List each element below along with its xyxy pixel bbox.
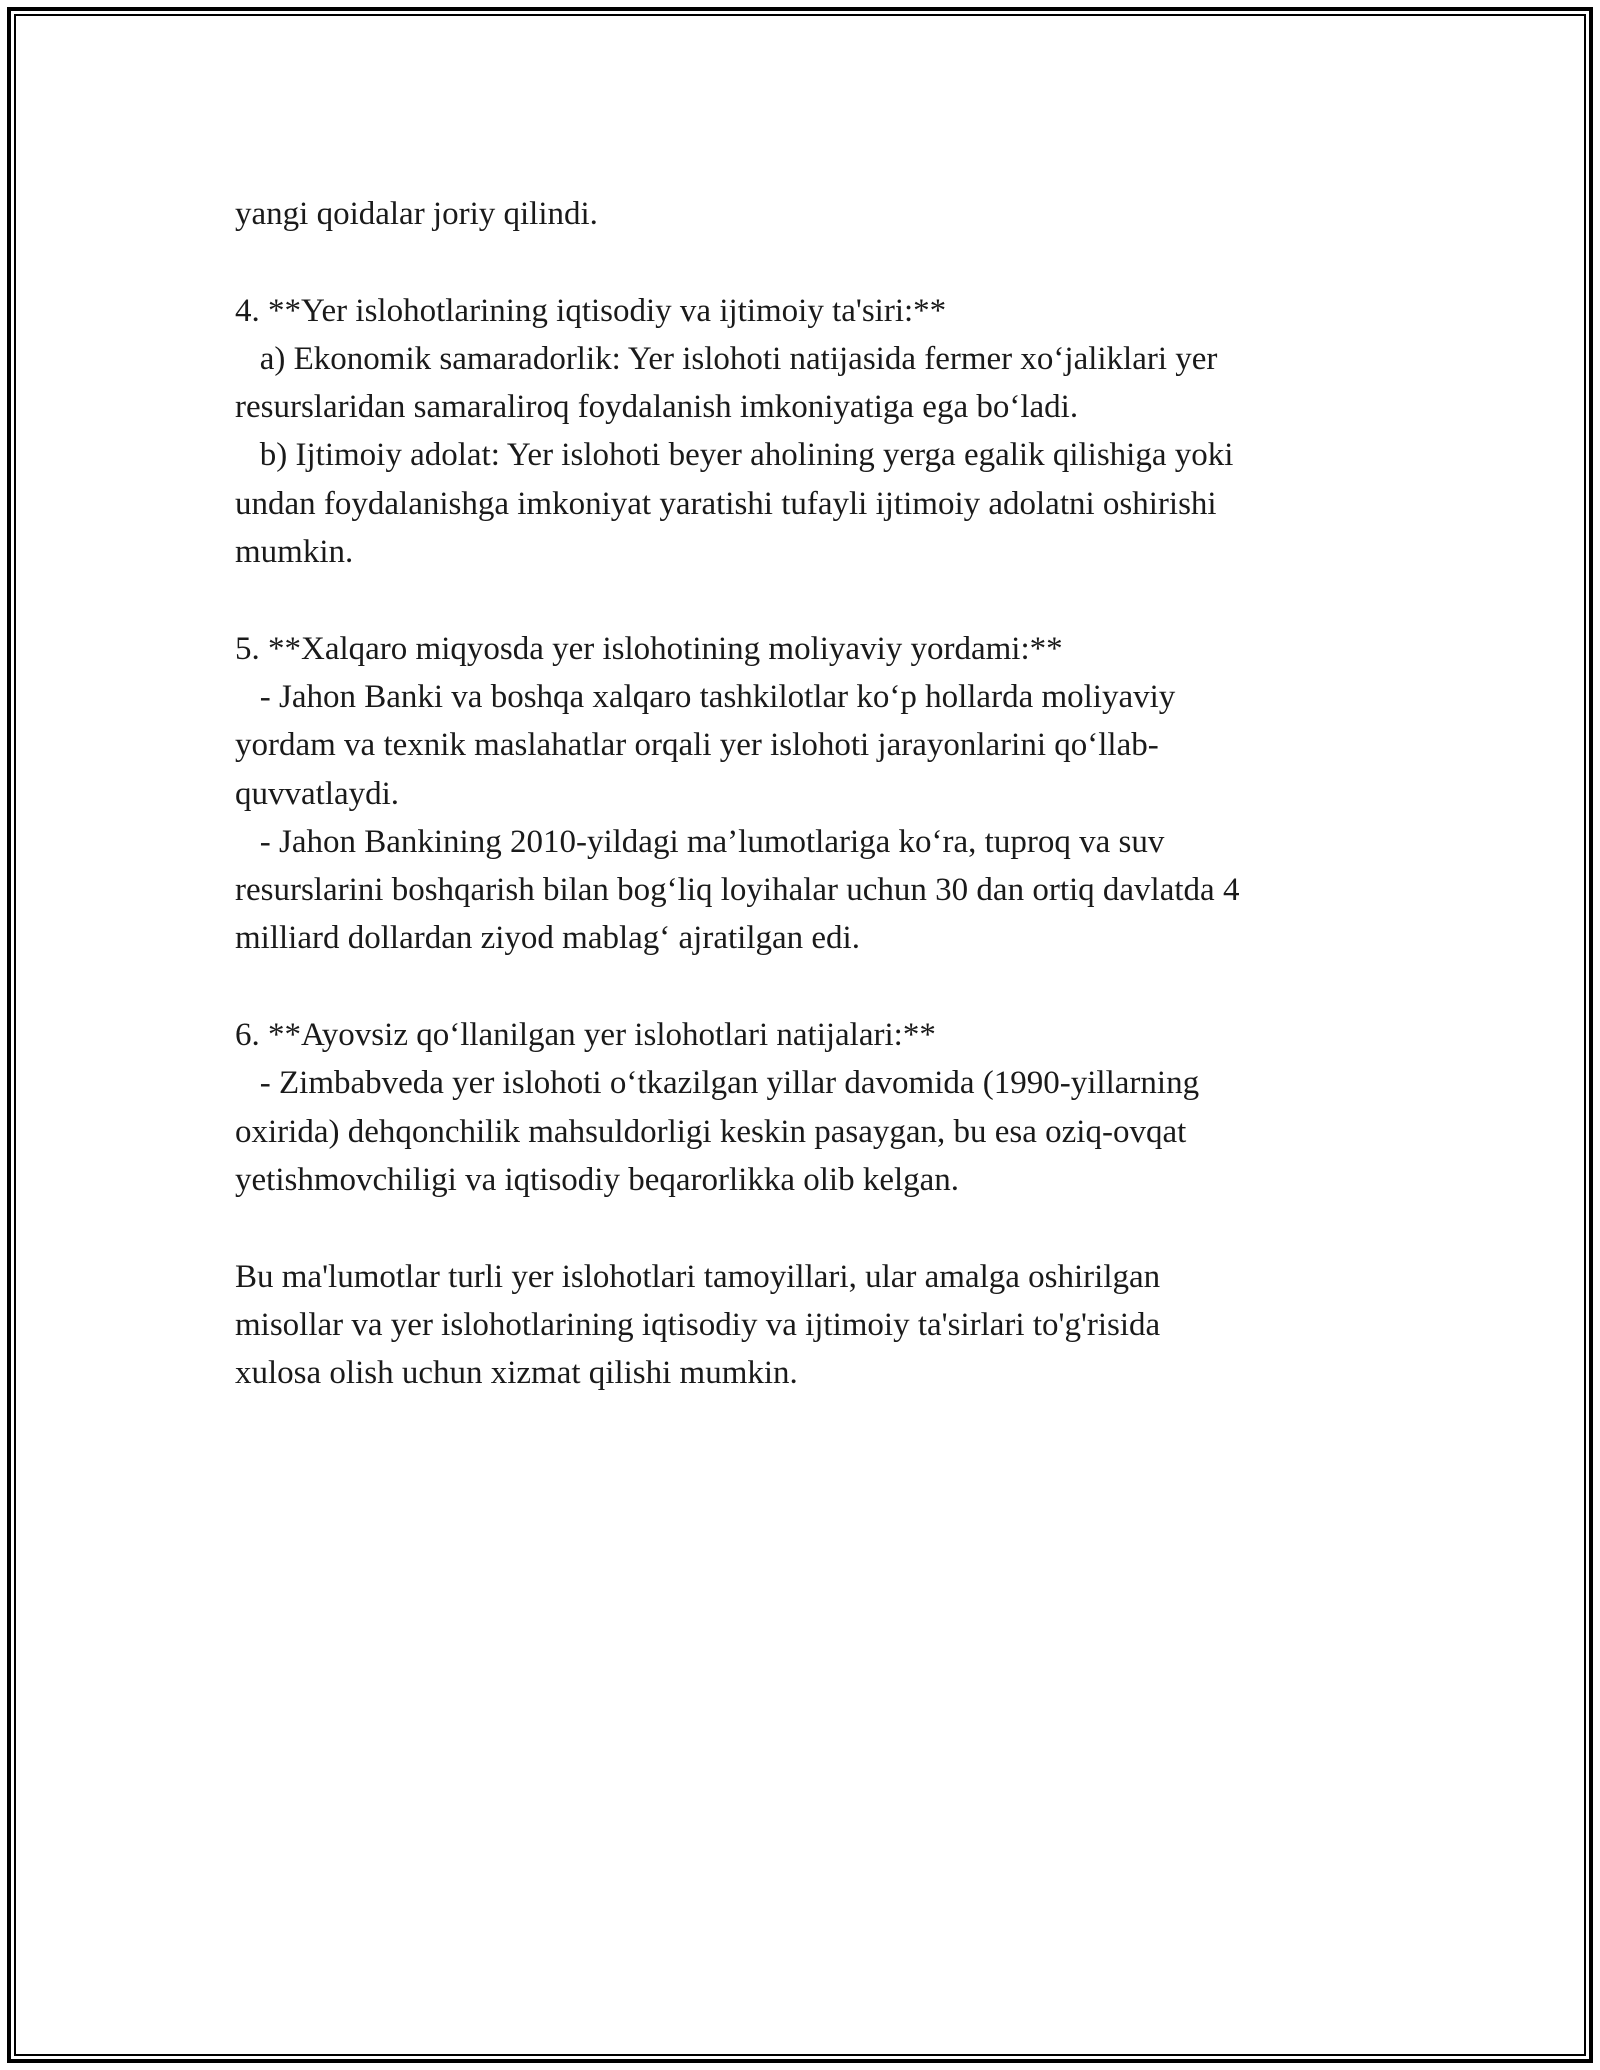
conclusion-line: xulosa olish uchun xizmat qilishi mumkin. xyxy=(235,1355,798,1392)
text-line: mumkin. xyxy=(235,534,354,571)
text-line: oxirida) dehqonchilik mahsuldorligi keskin pasaygan, bu esa oziq-ovqat xyxy=(235,1113,1187,1150)
blank-line xyxy=(235,963,1365,1011)
text-line: yangi qoidalar joriy qilindi. xyxy=(235,196,598,232)
text-line: yetishmovchiligi va iqtisodiy beqarorlikka olib kelgan. xyxy=(235,1161,960,1198)
text-line: b) Ijtimoiy adolat: Yer islohoti beyer aholining yerga egalik qilishiga yoki xyxy=(235,437,1234,474)
text-line: a) Ekonomik samaradorlik: Yer islohoti natijasida fermer xo‘jaliklari yer xyxy=(235,340,1218,377)
conclusion-line: misollar va yer islohotlarining iqtisodiy va ijtimoiy ta'sirlari to'g'risida xyxy=(235,1306,1161,1343)
text-line: - Jahon Banki va boshqa xalqaro tashkilotlar ko‘p hollarda moliyaviy xyxy=(235,678,1176,715)
conclusion-line: Bu ma'lumotlar turli yer islohotlari tamoyillari, ular amalga oshirilgan xyxy=(235,1258,1161,1295)
blank-line xyxy=(235,238,1365,286)
text-line: - Zimbabveda yer islohoti o‘tkazilgan yillar davomida (1990-yillarning xyxy=(235,1065,1200,1102)
section-heading-4: 4. **Yer islohotlarining iqtisodiy va ijtimoiy ta'siri:** xyxy=(235,292,947,329)
text-line: undan foydalanishga imkoniyat yaratishi tufayli ijtimoiy adolatni oshirishi xyxy=(235,485,1217,522)
blank-line xyxy=(235,576,1365,624)
blank-line xyxy=(235,1204,1365,1252)
text-line: milliard dollardan ziyod mablag‘ ajratilgan edi. xyxy=(235,920,860,957)
text-line: resurslaridan samaraliroq foydalanish imkoniyatiga ega bo‘ladi. xyxy=(235,389,1079,426)
text-line: yordam va texnik maslahatlar orqali yer islohoti jarayonlarini qo‘llab- xyxy=(235,727,1159,764)
text-line: quvvatlaydi. xyxy=(235,775,400,812)
document-body xyxy=(235,190,1365,1397)
text-line: resurslarini boshqarish bilan bog‘liq loyihalar uchun 30 dan ortiq davlatda 4 xyxy=(235,872,1240,909)
section-heading-6: 6. **Ayovsiz qo‘llanilgan yer islohotlari natijalari:** xyxy=(235,1017,936,1054)
section-heading-5: 5. **Xalqaro miqyosda yer islohotining moliyaviy yordami:** xyxy=(235,630,1063,667)
text-line: - Jahon Bankining 2010-yildagi ma’lumotlariga ko‘ra, tuproq va suv xyxy=(235,823,1165,860)
